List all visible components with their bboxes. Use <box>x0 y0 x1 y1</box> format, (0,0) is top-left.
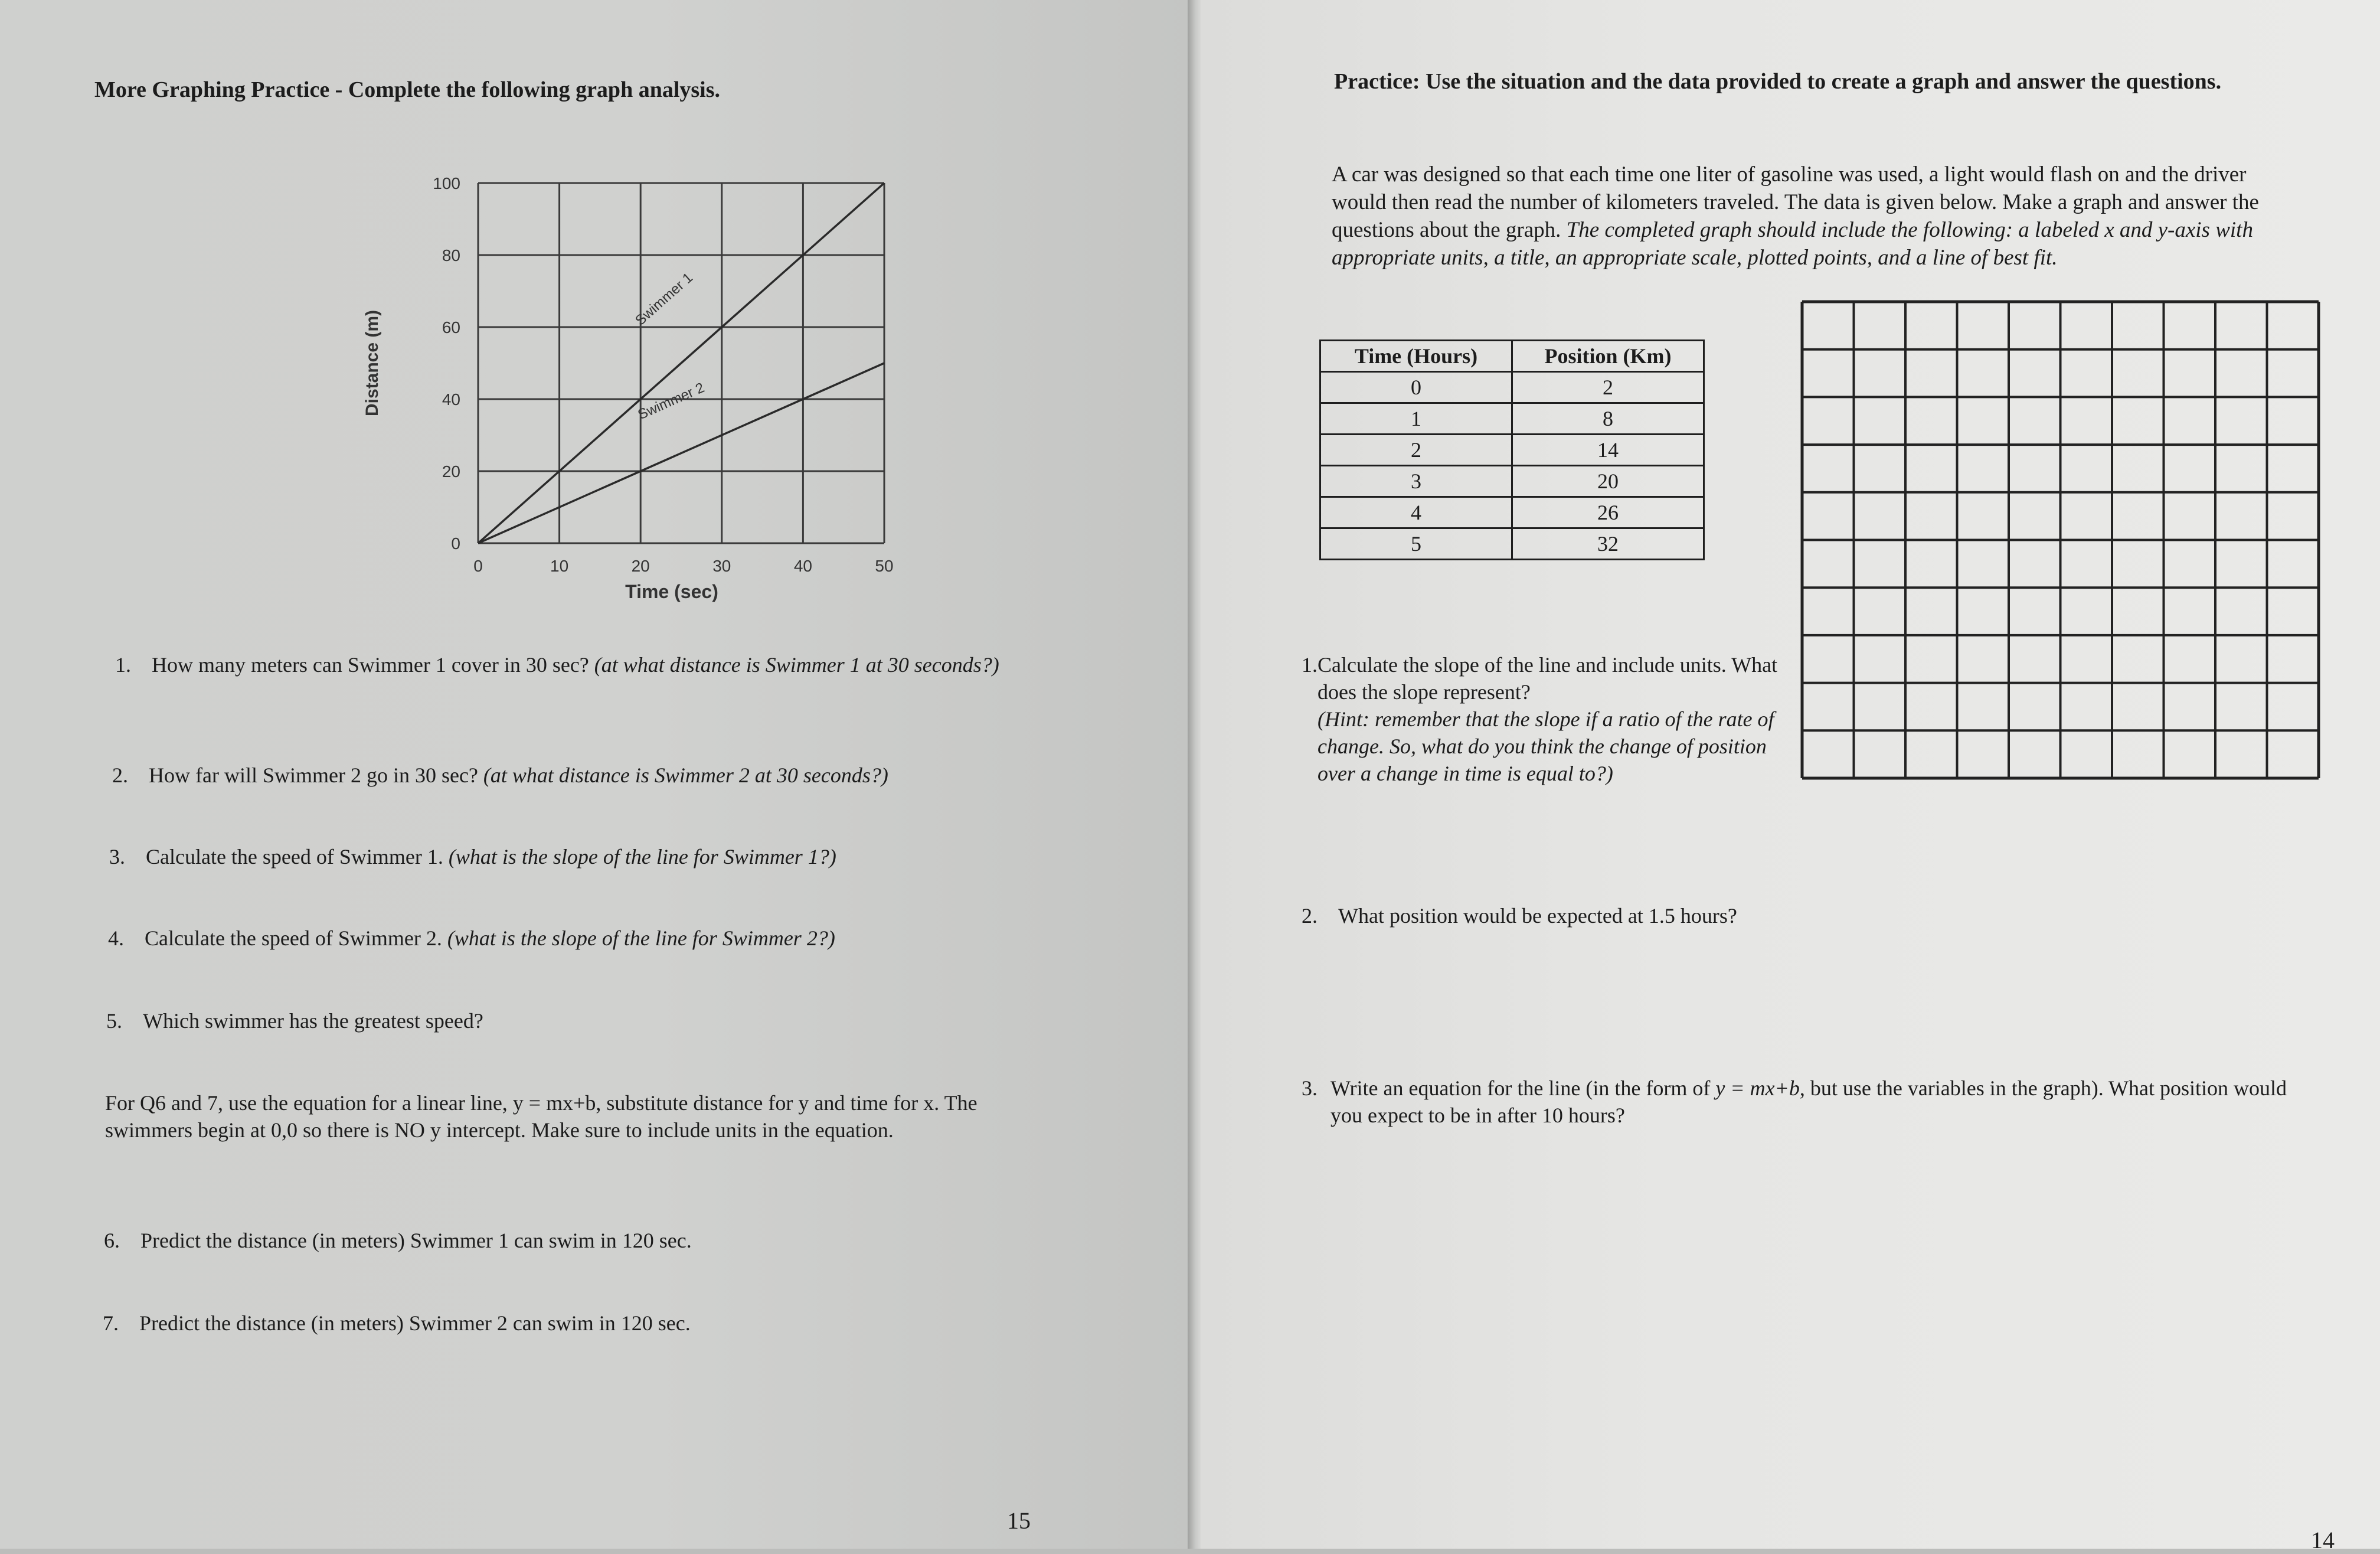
question-number: 3. <box>1302 1076 1318 1100</box>
graph-ticks <box>433 174 893 575</box>
table-header-row <box>1320 341 1704 372</box>
situation-text <box>1332 161 2270 272</box>
table-cell: 3 <box>1320 466 1512 497</box>
question-number: 4. <box>108 926 124 950</box>
graph-series <box>478 183 884 543</box>
question-hint: (what is the slope of the line for Swimmer 2?) <box>447 926 835 950</box>
data-table <box>1319 339 1705 560</box>
table-cell: 1 <box>1320 403 1512 435</box>
question-number: 3. <box>109 845 125 869</box>
left-page-number: 15 <box>1007 1507 1031 1534</box>
question-number: 1. <box>115 653 131 677</box>
x-tick-label: 20 <box>631 557 650 575</box>
right-question-3 <box>1302 1075 2323 1129</box>
table-row <box>1320 435 1704 466</box>
left-question-3 <box>109 843 1006 870</box>
y-tick-label: 0 <box>451 534 460 553</box>
question-number: 1. <box>1302 653 1318 677</box>
right-question-2 <box>1302 902 2010 929</box>
series-line <box>478 183 884 543</box>
equation-note: For Q6 and 7, use the equation for a linear line, y = mx+b, substitute distance for y and time for x. The swimmers begin at 0,0 so there is NO y intercept. Make sure to include units in the equation. <box>105 1091 978 1142</box>
question-text: Which swimmer has the greatest speed? <box>143 1009 483 1033</box>
question-text: Calculate the speed of Swimmer 1. <box>146 845 449 869</box>
table-row <box>1320 372 1704 403</box>
swimmer-graph <box>342 165 897 614</box>
x-tick-label: 0 <box>473 557 483 575</box>
question-hint: (at what distance is Swimmer 1 at 30 seconds?) <box>594 653 999 677</box>
y-tick-label: 100 <box>433 174 460 192</box>
table-cell: 14 <box>1512 435 1704 466</box>
left-question-1 <box>115 651 1012 678</box>
question-number: 6. <box>104 1229 120 1252</box>
question-text: Calculate the speed of Swimmer 2. <box>145 926 447 950</box>
question-text: How far will Swimmer 2 go in 30 sec? <box>149 763 483 787</box>
page-fold <box>1188 0 1201 1549</box>
x-axis-label: Time (sec) <box>625 581 718 602</box>
table-row <box>1320 403 1704 435</box>
situation-requirements: The completed graph should include the following: a labeled x and y-axis with appropriate units, a title, an appropriate scale, plotted points, and a line of best fit. <box>1332 218 2253 270</box>
question-text: Calculate the slope of the line and include units. What does the slope represent? <box>1318 653 1778 704</box>
table-cell: 20 <box>1512 466 1704 497</box>
left-question-7 <box>103 1310 1000 1337</box>
question-text: How many meters can Swimmer 1 cover in 30 sec? <box>152 653 594 677</box>
question-hint: (at what distance is Swimmer 2 at 30 seconds?) <box>483 763 888 787</box>
table-cell: 5 <box>1320 528 1512 560</box>
series-label: Swimmer 2 <box>635 379 707 423</box>
left-title: More Graphing Practice - Complete the following graph analysis. <box>94 77 721 102</box>
right-question-1 <box>1302 651 1809 787</box>
y-tick-label: 40 <box>442 390 460 409</box>
question-hint: (what is the slope of the line for Swimmer 1?) <box>448 845 836 869</box>
question-number: 7. <box>103 1311 119 1335</box>
left-question-2 <box>112 762 1009 789</box>
series-label: Swimmer 1 <box>632 269 696 329</box>
question-number: 2. <box>1302 904 1318 928</box>
x-tick-label: 10 <box>550 557 569 575</box>
x-tick-label: 40 <box>793 557 812 575</box>
question-text: What position would be expected at 1.5 hours? <box>1338 904 1737 928</box>
x-tick-label: 50 <box>875 557 894 575</box>
x-tick-label: 30 <box>712 557 731 575</box>
blank-grid-lines <box>1802 302 2319 778</box>
y-axis-label: Distance (m) <box>362 309 382 417</box>
y-tick-label: 20 <box>442 462 460 481</box>
table-row <box>1320 497 1704 528</box>
left-question-5 <box>106 1007 1003 1034</box>
left-question-4 <box>108 925 1005 952</box>
y-tick-label: 60 <box>442 318 460 337</box>
question-number: 2. <box>112 763 128 787</box>
right-title: Practice: Use the situation and the data provided to create a graph and answer the questions. <box>1334 69 2222 94</box>
question-hint: (Hint: remember that the slope if a ratio of the rate of change. So, what do you think the change of position over a change in time is equal to?) <box>1318 707 1774 785</box>
table-cell: 32 <box>1512 528 1704 560</box>
question-number: 5. <box>106 1009 122 1033</box>
table-row <box>1320 528 1704 560</box>
table-cell: 4 <box>1320 497 1512 528</box>
question-equation: y = mx+b <box>1715 1076 1800 1100</box>
right-page-number: 14 <box>2311 1527 2335 1553</box>
table-cell: 2 <box>1320 435 1512 466</box>
question-text: Predict the distance (in meters) Swimmer 1 can swim in 120 sec. <box>140 1229 692 1252</box>
table-cell: 8 <box>1512 403 1704 435</box>
question-text: , but use the variables in the graph). What position would you expect to be in after 10 hours? <box>1330 1076 2287 1127</box>
table-row <box>1320 466 1704 497</box>
situation-main: A car was designed so that each time one liter of gasoline was used, a light would flash on and the driver would then read the number of kilometers traveled. The data is given below. Make a graph and answer the questions about the graph. <box>1332 162 2259 242</box>
blank-graph-grid <box>1797 297 2323 781</box>
table-cell: 26 <box>1512 497 1704 528</box>
table-header: Time (Hours) <box>1320 341 1512 372</box>
y-tick-label: 80 <box>442 246 460 265</box>
question-text: Write an equation for the line (in the form of <box>1330 1076 1716 1100</box>
table-cell: 0 <box>1320 372 1512 403</box>
table-cell: 2 <box>1512 372 1704 403</box>
table-header: Position (Km) <box>1512 341 1704 372</box>
left-question-6 <box>104 1227 1001 1254</box>
question-text: Predict the distance (in meters) Swimmer 2 can swim in 120 sec. <box>139 1311 691 1335</box>
